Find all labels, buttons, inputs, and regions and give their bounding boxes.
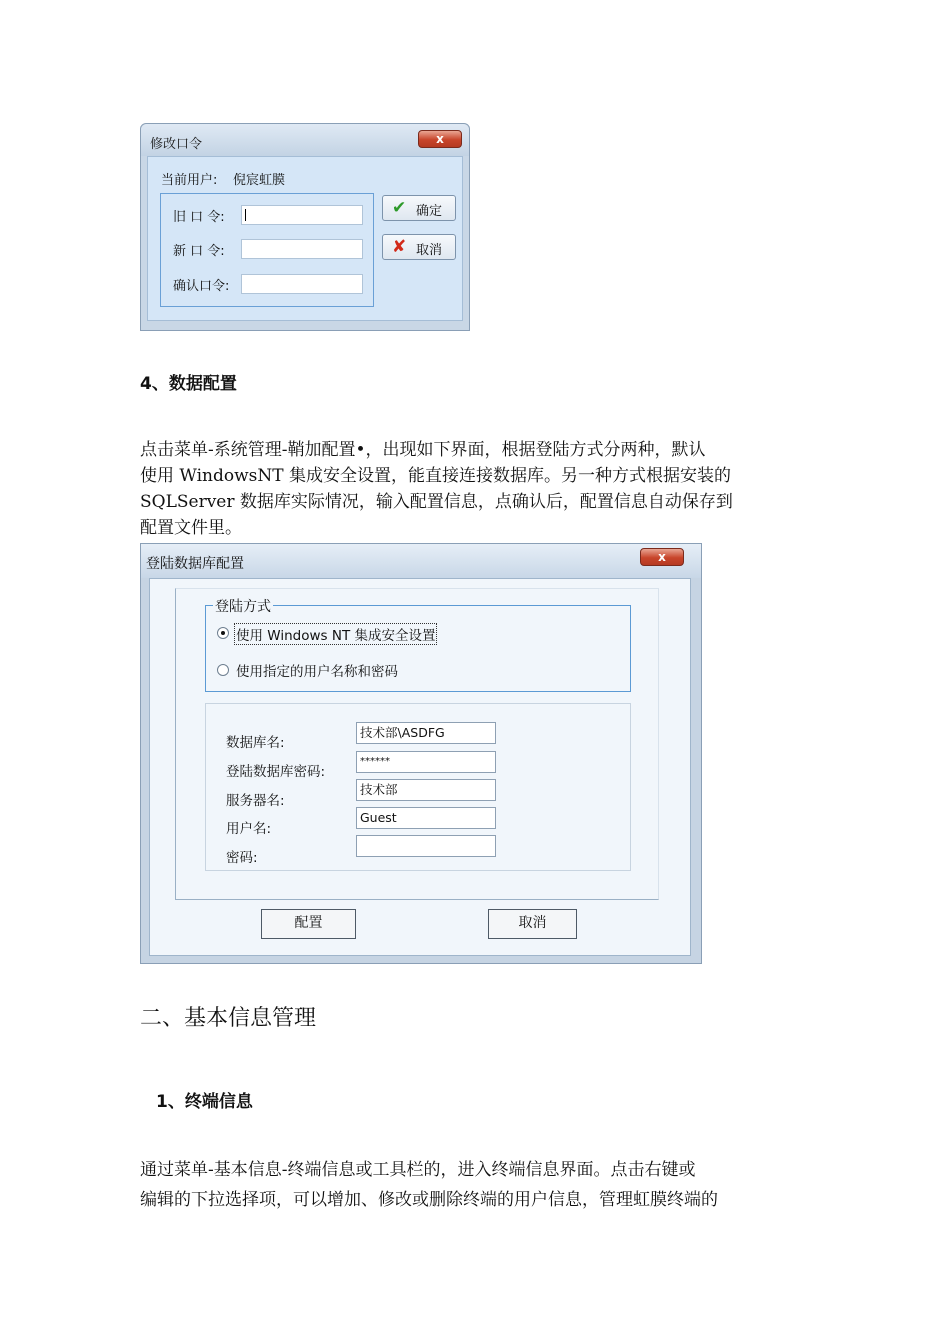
change-password-dialog: [140, 123, 470, 331]
subsection-heading-terminal-info: 1、终端信息: [156, 1092, 253, 1112]
new-password-input[interactable]: [241, 239, 363, 259]
cancel-button[interactable]: 取消: [488, 909, 577, 939]
server-name-input[interactable]: 技术部: [356, 779, 496, 801]
current-user-value: 倪宸虹膜: [233, 173, 286, 188]
check-icon: ✔: [392, 198, 407, 218]
data-config-paragraph: [140, 437, 820, 541]
cancel-button[interactable]: [382, 234, 456, 260]
cancel-button-label: 取消: [416, 243, 443, 258]
db-password-input[interactable]: ******: [356, 751, 496, 773]
cross-icon: ✘: [392, 237, 407, 257]
close-button[interactable]: x: [418, 130, 462, 148]
radio-windows-auth[interactable]: [217, 627, 229, 639]
section-heading-basic-info: 二、基本信息管理: [140, 1006, 317, 1031]
ok-button[interactable]: [382, 195, 456, 221]
server-name-label: 服务器名:: [226, 793, 285, 809]
terminal-info-paragraph: [140, 1155, 820, 1215]
section-heading-data-config: 4、数据配置: [140, 374, 237, 394]
ok-button-label: 确定: [416, 204, 443, 219]
db-password-label: 登陆数据库密码:: [226, 764, 326, 780]
paragraph-line: 使用 WindowsNT 集成安全设置，能直接连接数据库。另一种方式根据安装的: [140, 466, 731, 486]
dialog-title: 修改口令: [150, 137, 203, 152]
username-input[interactable]: Guest: [356, 807, 496, 829]
paragraph-line: 配置文件里。: [140, 518, 242, 538]
radio-user-auth[interactable]: [217, 664, 229, 676]
text-caret: [245, 209, 246, 221]
dialog-body: [149, 578, 691, 956]
confirm-password-label: 确认口令:: [173, 279, 230, 294]
dialog-body: [147, 156, 463, 321]
paragraph-line: 点击菜单-系统管理-鞘加配置•，出现如下界面，根据登陆方式分两种，默认: [140, 440, 706, 460]
db-config-dialog: [140, 543, 702, 964]
password-fields-group: [160, 193, 374, 307]
radio-user-auth-label[interactable]: 使用指定的用户名称和密码: [236, 664, 398, 680]
password-input[interactable]: [356, 835, 496, 857]
config-button[interactable]: 配置: [261, 909, 356, 939]
dialog-titlebar[interactable]: [141, 544, 701, 578]
confirm-password-input[interactable]: [241, 274, 363, 294]
dialog-titlebar[interactable]: [141, 124, 469, 156]
old-password-label: 旧 口 令:: [173, 210, 225, 225]
new-password-label: 新 口 令:: [173, 244, 225, 259]
username-label: 用户名:: [226, 821, 272, 837]
radio-windows-auth-label[interactable]: 使用 Windows NT 集成安全设置: [234, 623, 437, 645]
current-user-label: 当前用户:: [161, 173, 218, 188]
paragraph-line: 编辑的下拉选择项，可以增加、修改或删除终端的用户信息，管理虹膜终端的: [140, 1190, 718, 1210]
radio-selected-dot: [221, 631, 225, 635]
db-name-label: 数据库名:: [226, 735, 285, 751]
dialog-title: 登陆数据库配置: [146, 556, 244, 572]
paragraph-line: 通过菜单-基本信息-终端信息或工具栏的，进入终端信息界面。点击右键或: [140, 1160, 696, 1180]
db-name-input[interactable]: 技术部\ASDFG: [356, 722, 496, 744]
paragraph-line: SQLServer 数据库实际情况，输入配置信息，点确认后，配置信息自动保存到: [140, 492, 733, 512]
old-password-input[interactable]: [241, 205, 363, 225]
login-method-group-title: 登陆方式: [213, 596, 273, 616]
password-label: 密码:: [226, 850, 258, 866]
close-button[interactable]: x: [640, 548, 684, 566]
